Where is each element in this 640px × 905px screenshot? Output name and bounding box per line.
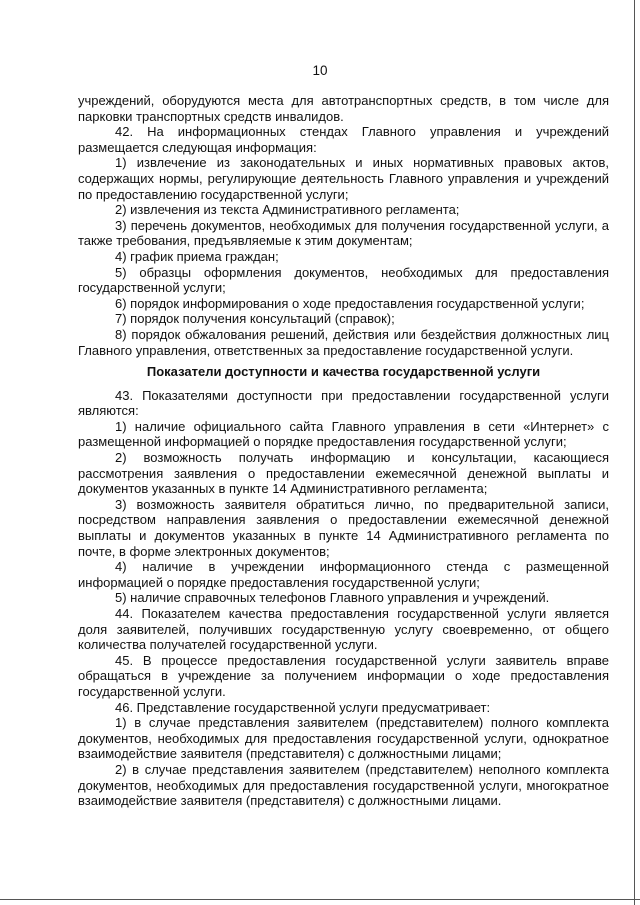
- list-item: 1) извлечение из законодательных и иных нормативных правовых актов, содержащих нормы, регулирующие деятельность Главного управления и учреждений по предоставлению государственной услуги;: [78, 155, 609, 202]
- list-item: 5) наличие справочных телефонов Главного управления и учреждений.: [115, 590, 550, 606]
- list-item: 2) в случае представления заявителем (представителем) неполного комплекта документов, необходимых для предоставления государственной услуги, многократное взаимодействие заявителя (представителя) с должностными лицами.: [78, 761, 609, 809]
- list-item: 4) наличие в учреждении информационного стенда с размещенной информацией о порядке предоставления государственной услуги;: [78, 559, 609, 590]
- paragraph: 45. В процессе предоставления государственной услуги заявитель вправе обращаться в учреждение за получением информации о ходе предоставления государственной услуги.: [78, 652, 609, 699]
- list-item: 3) перечень документов, необходимых для получения государственной услуги, а также требования, предъявляемые к этим документам;: [78, 217, 609, 249]
- list-item: 3) возможность заявителя обратиться лично, по предварительной записи, посредством направления заявления о предоставлении ежемесячной денежной выплаты и документов указанных в пункте 14 Административного регламента по почте, в форме электронных документов;: [78, 496, 609, 559]
- section-heading: Показатели доступности и качества государственной услуги: [146, 364, 541, 380]
- page-number: 10: [312, 63, 328, 78]
- list-item: 2) извлечения из текста Административного регламента;: [115, 202, 460, 218]
- paragraph: 42. На информационных стендах Главного управления и учреждений размещается следующая информация:: [78, 124, 609, 155]
- page-edge-bottom: [0, 899, 640, 900]
- list-item: 2) возможность получать информацию и консультации, касающиеся рассмотрения заявления о предоставлении ежемесячной денежной выплаты и документов указанных в пункте 14 Административного регламента;: [78, 450, 609, 497]
- paragraph: учреждений, оборудуются места для автотранспортных средств, в том числе для парковки транспортных средств инвалидов.: [78, 93, 609, 124]
- document-body: [78, 93, 609, 809]
- list-item: 1) наличие официального сайта Главного управления в сети «Интернет» с размещенной информацией о порядке предоставления государственной услуги;: [78, 418, 609, 450]
- paragraph: 43. Показателями доступности при предоставлении государственной услуги являются:: [78, 387, 609, 419]
- list-item: 1) в случае представления заявителем (представителем) полного комплекта документов, необходимых для предоставления государственной услуги, однократное взаимодействие заявителя (представителя) с должностными лицами;: [78, 715, 609, 762]
- list-item: 7) порядок получения консультаций (справок);: [115, 311, 395, 327]
- list-item: 4) график приема граждан;: [115, 248, 279, 264]
- list-item: 6) порядок информирования о ходе предоставления государственной услуги;: [115, 295, 585, 311]
- list-item: 8) порядок обжалования решений, действия или бездействия должностных лиц Главного управления, ответственных за предоставление государственной услуги.: [78, 326, 609, 358]
- paragraph: 44. Показателем качества предоставления государственной услуги является доля заявителей, получивших государственную услугу своевременно, от общего количества получателей государственной услуги.: [78, 606, 609, 653]
- paragraph: 46. Представление государственной услуги предусматривает:: [115, 699, 491, 715]
- page-edge-right: [634, 0, 635, 905]
- list-item: 5) образцы оформления документов, необходимых для предоставления государственной услуги;: [78, 264, 609, 296]
